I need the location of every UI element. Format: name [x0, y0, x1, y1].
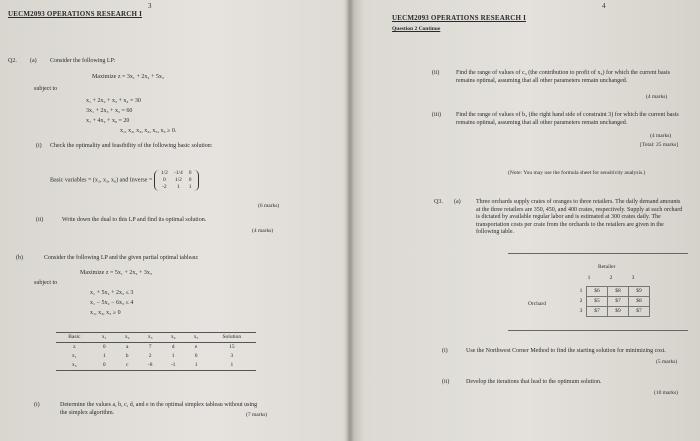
right-page-number: 4 — [602, 2, 606, 10]
q3-ii-text: Develop the iterations that lead to the optimum solution. — [466, 379, 602, 385]
table-bottom-rule — [508, 330, 688, 331]
tableau-cell: 1 — [208, 361, 256, 370]
lp-subject-to: subject to — [34, 86, 58, 92]
retailer-col-head: 1 — [587, 275, 591, 281]
inverse-matrix — [154, 170, 199, 191]
tableau-header-cell: x₄ — [162, 333, 185, 343]
cost-cell: $5 — [587, 296, 608, 306]
part-a-i-marks: (6 marks) — [258, 203, 280, 209]
retailer-label: Retailer — [598, 264, 616, 270]
matrix-cell: -1/4 — [173, 170, 183, 176]
tableau-cell: 7 — [148, 343, 152, 350]
b-nonnegativity: x₁, x₂, x₃ ≥ 0 — [90, 310, 121, 316]
part-a-ii-text: Write down the dual to this LP and find its optimal solution. — [62, 217, 207, 223]
matrix-cell: 1/2 — [160, 170, 168, 176]
tableau-cell: 1 — [171, 352, 175, 359]
corner-cell — [562, 274, 578, 283]
tableau-cell: -8 — [139, 361, 162, 370]
part-iii-text: Find the range of values of b₃ (the right hand side of constraint 3) for which the current basis remains optimal, assuming that all other parameters remain unchanged. — [456, 112, 679, 126]
lp-objective: Maximize z = 3x₁ + 2x₂ + 5x₃ — [92, 74, 164, 80]
basic-variables-label: Basic variables = (x₂, x₃, x₆) and Inverse = — [50, 177, 153, 184]
b-subject-to: subject to — [34, 280, 58, 286]
q3-label: Q3. — [434, 199, 443, 205]
part-b-i-text: Determine the values a, b, c, d, and e in the optimal simplex tableau without using the simplex algorithm. — [60, 402, 258, 416]
cost-row — [576, 306, 650, 316]
part-b-i-label: (i) — [34, 402, 40, 408]
left-page-number: 3 — [148, 2, 152, 10]
retailer-col-head: 2 — [609, 275, 613, 281]
right-page-header: UECM2093 OPERATIONS RESEARCH I — [392, 14, 527, 22]
tableau-cell: -1 — [162, 361, 185, 370]
orchard-row-head: 2 — [579, 297, 583, 304]
part-iii-label: (iii) — [432, 112, 441, 118]
cost-cell: $7 — [608, 296, 629, 306]
q3-text: Three orchards supply crates of oranges to three retailers. The daily demand amounts at the three retailers are 350, 450, and 400 crates, respectively. Supply at each orchard is dictated by available regular labor and is estimated at 300 crates daily. The transportation costs per crate from the orchards to the retailers are given in the following table. — [476, 199, 683, 235]
matrix-cell: 1 — [176, 183, 180, 190]
cost-cell: $8 — [629, 296, 650, 306]
tableau-cell: 3 — [230, 352, 234, 359]
q3-i-marks: (5 marks) — [656, 359, 678, 365]
part-b-intro: Consider the following LP and the given partial optimal tableau: — [44, 255, 199, 261]
tableau-header-cell: Basic — [56, 333, 93, 343]
q2-label: Q2. — [8, 58, 17, 64]
part-a-i-text: Check the optimality and feasibility of the following basic solution: — [50, 143, 213, 149]
tableau-header-cell: x₃ — [139, 333, 162, 343]
tableau-cell: 2 — [148, 352, 152, 359]
cost-cell: $8 — [608, 287, 629, 297]
tableau-cell: 0 — [102, 343, 106, 350]
lp-constraint-2: 3x₁ + 2x₃ + x₅ = 60 — [86, 108, 133, 114]
b-objective: Maximize z = 5x₁ + 2x₂ + 3x₃ — [80, 270, 152, 276]
tableau-cell: c — [116, 361, 139, 370]
cost-cell: $9 — [629, 287, 650, 297]
tableau-cell: z — [73, 343, 76, 350]
cost-cell: $9 — [608, 306, 629, 316]
tableau-cell: a — [125, 343, 129, 350]
part-ii-text: Find the range of values of c₃ (the contribution to profit of x₃) for which the current basis remains optimal, assuming that all other parameters remain unchanged. — [456, 70, 670, 84]
orchard-row-head: 1 — [579, 288, 583, 294]
matrix-cell: 1/2 — [174, 176, 182, 183]
orchard-label: Orchard — [528, 301, 547, 307]
orchard-row-head: 3 — [579, 307, 583, 314]
part-ii-marks: (4 marks) — [646, 94, 668, 100]
part-a-i-label: (i) — [36, 143, 42, 149]
tableau-cell: 0 — [93, 361, 116, 370]
right-page — [350, 0, 700, 441]
cost-cell: $7 — [629, 306, 650, 316]
matrix-cell: 0 — [163, 176, 166, 183]
formula-note: (Note: You may use the formula sheet for sensitivity analysis.) — [508, 170, 646, 176]
part-a-ii-label: (ii) — [36, 217, 44, 223]
tableau-cell: 1 — [185, 361, 208, 370]
tableau-header-cell: x₅ — [185, 333, 208, 343]
tableau-row — [56, 361, 256, 370]
tableau-header-row — [56, 333, 256, 343]
left-page-header: UECM2093 OPERATIONS RESEARCH I — [8, 10, 143, 18]
cost-cell: $7 — [587, 306, 608, 316]
tableau-cell: 1 — [102, 352, 106, 359]
b-constraint-1: x₁ + 5x₂ + 2x₃ ≤ 3 — [90, 290, 134, 296]
tableau-row — [56, 352, 256, 361]
cost-row — [576, 287, 650, 297]
part-a-label: (a) — [30, 58, 37, 64]
tableau-cell: 0 — [194, 352, 198, 359]
total-marks: [Total: 25 marks] — [640, 142, 679, 148]
basic-variables-text — [50, 170, 199, 191]
matrix-cell: 1 — [188, 183, 192, 190]
lp-constraint-3: x₁ + 4x₂ + x₆ = 20 — [86, 118, 130, 124]
table-top-rule — [508, 253, 688, 254]
part-b-label: (b) — [16, 255, 23, 261]
tableau-cell: x₁ — [72, 352, 77, 359]
cost-grid — [576, 286, 650, 317]
part-b-i-marks: (7 marks) — [246, 412, 268, 418]
matrix-cell: 0 — [188, 170, 192, 176]
tableau-header-cell: x₁ — [93, 333, 116, 343]
cost-table — [562, 274, 644, 283]
retailer-col-head: 3 — [631, 275, 635, 281]
tableau-cell: x₅ — [56, 361, 93, 370]
part-ii-label: (ii) — [432, 70, 440, 76]
lp-nonnegativity: x₁, x₂, x₃, x₄, x₅, x₆ ≥ 0. — [120, 128, 177, 134]
lp-constraint-1: x₁ + 2x₂ + x₃ + x₄ = 30 — [86, 98, 141, 104]
simplex-tableau — [56, 332, 256, 371]
tableau-header-cell: x₂ — [116, 333, 139, 343]
tableau-cell: d — [171, 343, 175, 350]
part-a-ii-marks: (4 marks) — [252, 228, 274, 234]
tableau-cell: 15 — [229, 343, 235, 350]
tableau-header-cell: Solution — [208, 333, 256, 343]
q3-i-label: (i) — [442, 348, 448, 354]
matrix-cell: -2 — [162, 183, 167, 190]
question-continue-label: Question 2 Continue — [392, 26, 441, 32]
part-a-intro: Consider the following LP: — [50, 58, 116, 64]
tableau-row — [56, 342, 256, 351]
cost-cell: $6 — [587, 287, 608, 297]
tableau-cell: e — [194, 343, 198, 350]
matrix-cell: 0 — [188, 176, 192, 183]
q3-ii-label: (ii) — [442, 379, 450, 385]
tableau-cell: b — [125, 352, 129, 359]
b-constraint-2: x₁ − 5x₂ − 6x₃ ≤ 4 — [90, 300, 134, 306]
cost-row — [576, 296, 650, 306]
part-iii-marks: (4 marks) — [650, 133, 672, 139]
q3-i-text: Use the Northwest Corner Method to find the starting solution for minimizing cost. — [466, 348, 666, 354]
q3-part-a-label: (a) — [454, 199, 461, 205]
q3-ii-marks: (10 marks) — [654, 390, 678, 396]
